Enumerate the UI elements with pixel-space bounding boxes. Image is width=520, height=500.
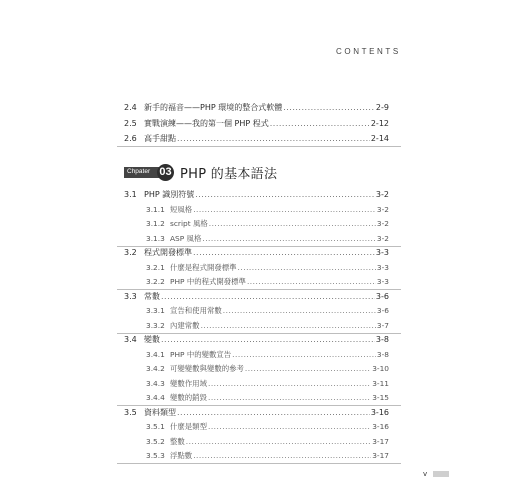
toc-page: 3-7 — [376, 320, 389, 330]
toc-leader — [193, 247, 375, 259]
toc-page: 3-8 — [376, 349, 389, 359]
toc-page: 2-12 — [370, 118, 389, 128]
toc-page: 3-2 — [376, 219, 389, 228]
toc-section — [124, 118, 389, 130]
toc-title: 短風格 — [170, 204, 193, 214]
toc-page: 3-10 — [372, 364, 389, 373]
toc-page: 3-2 — [375, 190, 389, 199]
toc-number: 3.4.4 — [146, 393, 165, 402]
toc-subsection — [146, 363, 389, 375]
toc-number: 3.4.1 — [146, 349, 165, 359]
toc-leader — [177, 407, 370, 419]
toc-title: script 風格 — [170, 219, 208, 228]
toc-leader — [193, 450, 371, 462]
toc-page: 3-16 — [370, 407, 389, 417]
toc-number: 3.5.3 — [146, 451, 165, 460]
toc-leader — [161, 334, 375, 346]
toc-subsection — [146, 276, 389, 288]
toc-section — [124, 407, 389, 419]
toc-subsection — [146, 204, 389, 216]
toc-page: 3-8 — [375, 335, 389, 344]
toc-page: 2-14 — [370, 134, 389, 143]
toc-leader — [195, 189, 375, 201]
toc-page: 3-3 — [376, 277, 389, 286]
toc-subsection — [146, 450, 389, 462]
toc-subsection — [146, 305, 389, 317]
toc-leader — [270, 118, 370, 130]
toc-title: 高手甜點 — [144, 134, 176, 143]
toc-title: 資料類型 — [144, 407, 176, 417]
toc-number: 3.3.2 — [146, 320, 165, 330]
toc-title: PHP 識別符號 — [144, 190, 195, 199]
toc-title: 什麼是程式開發標準 — [170, 262, 237, 272]
toc-leader — [209, 218, 376, 230]
toc-leader — [186, 436, 371, 448]
toc-title: 變數作用域 — [170, 378, 207, 388]
toc-leader — [177, 133, 370, 145]
toc-leader — [238, 262, 376, 274]
toc-page: 3-11 — [372, 378, 389, 388]
chapter-badge — [124, 164, 180, 181]
toc-title: 程式開發標準 — [144, 248, 192, 257]
toc-page: 3-17 — [372, 451, 389, 460]
toc-number: 3.5.1 — [146, 422, 165, 431]
toc-leader — [223, 305, 376, 317]
page-tab-marker — [433, 471, 449, 477]
toc-subsection — [146, 378, 389, 390]
chapter-word: Chpater — [127, 167, 151, 175]
toc-title: 實戰演練——我的第一個 PHP 程式 — [144, 118, 269, 128]
toc-title: ASP 風格 — [170, 233, 202, 243]
toc-number: 3.4 — [124, 335, 137, 344]
toc-page: 3-15 — [372, 393, 389, 402]
toc-number: 3.4.2 — [146, 364, 165, 373]
toc-section — [124, 334, 389, 346]
toc-subsection — [146, 320, 389, 332]
toc-number: 3.2.2 — [146, 277, 165, 286]
toc-page: 3-6 — [376, 306, 389, 315]
toc-number: 2.4 — [124, 103, 137, 112]
toc-section — [124, 189, 389, 201]
toc-leader — [283, 102, 375, 114]
toc-title: 常數 — [144, 291, 160, 301]
chapter-heading — [124, 162, 277, 182]
toc-number: 3.2.1 — [146, 262, 165, 272]
toc-title: 什麼是類型 — [170, 422, 207, 431]
toc-leader — [247, 276, 376, 288]
toc-title: 可變變數與變數的參考 — [170, 364, 244, 373]
toc-title: 變數的銷毀 — [170, 393, 207, 402]
toc-subsection — [146, 262, 389, 274]
toc-page: 3-17 — [372, 436, 389, 446]
toc-number: 3.5 — [124, 407, 137, 417]
running-header: CONTENTS — [336, 47, 401, 56]
toc-subsection — [146, 421, 389, 433]
toc-subsection — [146, 436, 389, 448]
section-divider — [117, 146, 401, 147]
toc-number: 3.1 — [124, 190, 137, 199]
toc-page: 3-16 — [372, 422, 389, 431]
toc-leader — [245, 363, 371, 375]
toc-leader — [208, 392, 371, 404]
page-number: v — [423, 470, 428, 478]
toc-leader — [193, 204, 376, 216]
toc-page: 3-2 — [376, 204, 389, 214]
toc-number: 3.1.2 — [146, 219, 165, 228]
toc-number: 3.3 — [124, 291, 137, 301]
toc-title: 新手的福音——PHP 環境的整合式軟體 — [144, 103, 283, 112]
toc-section — [124, 247, 389, 259]
toc-number: 3.3.1 — [146, 306, 165, 315]
toc-title: PHP 中的程式開發標準 — [170, 277, 246, 286]
toc-title: 宣告和使用常數 — [170, 306, 222, 315]
toc-leader — [208, 421, 371, 433]
toc-title: 整數 — [170, 436, 185, 446]
toc-number: 3.4.3 — [146, 378, 165, 388]
toc-page: 3-3 — [376, 262, 389, 272]
toc-title: 浮點數 — [170, 451, 193, 460]
toc-leader — [161, 291, 375, 303]
section-divider — [117, 463, 401, 464]
toc-section — [124, 133, 389, 145]
toc-page: 3-2 — [376, 233, 389, 243]
toc-title: 變數 — [144, 335, 160, 344]
toc-subsection — [146, 233, 389, 245]
toc-leader — [201, 320, 376, 332]
toc-page: 3-6 — [375, 291, 389, 301]
toc-subsection — [146, 218, 389, 230]
toc-number: 3.1.1 — [146, 204, 165, 214]
toc-number: 3.5.2 — [146, 436, 165, 446]
toc-page: 2-9 — [375, 103, 389, 112]
toc-subsection — [146, 349, 389, 361]
toc-title: PHP 中的變數宣告 — [170, 349, 232, 359]
toc-number: 3.2 — [124, 248, 137, 257]
toc-section — [124, 291, 389, 303]
toc-number: 2.6 — [124, 134, 137, 143]
toc-leader — [232, 349, 376, 361]
toc-title: 內建常數 — [170, 320, 200, 330]
toc-subsection — [146, 392, 389, 404]
toc-leader — [202, 233, 376, 245]
chapter-number: 03 — [157, 164, 174, 181]
toc-number: 2.5 — [124, 118, 137, 128]
page-footer — [423, 470, 449, 478]
toc-number: 3.1.3 — [146, 233, 165, 243]
toc-page: 3-3 — [375, 248, 389, 257]
toc-section — [124, 102, 389, 114]
chapter-title: PHP 的基本語法 — [180, 166, 278, 182]
toc-leader — [208, 378, 371, 390]
